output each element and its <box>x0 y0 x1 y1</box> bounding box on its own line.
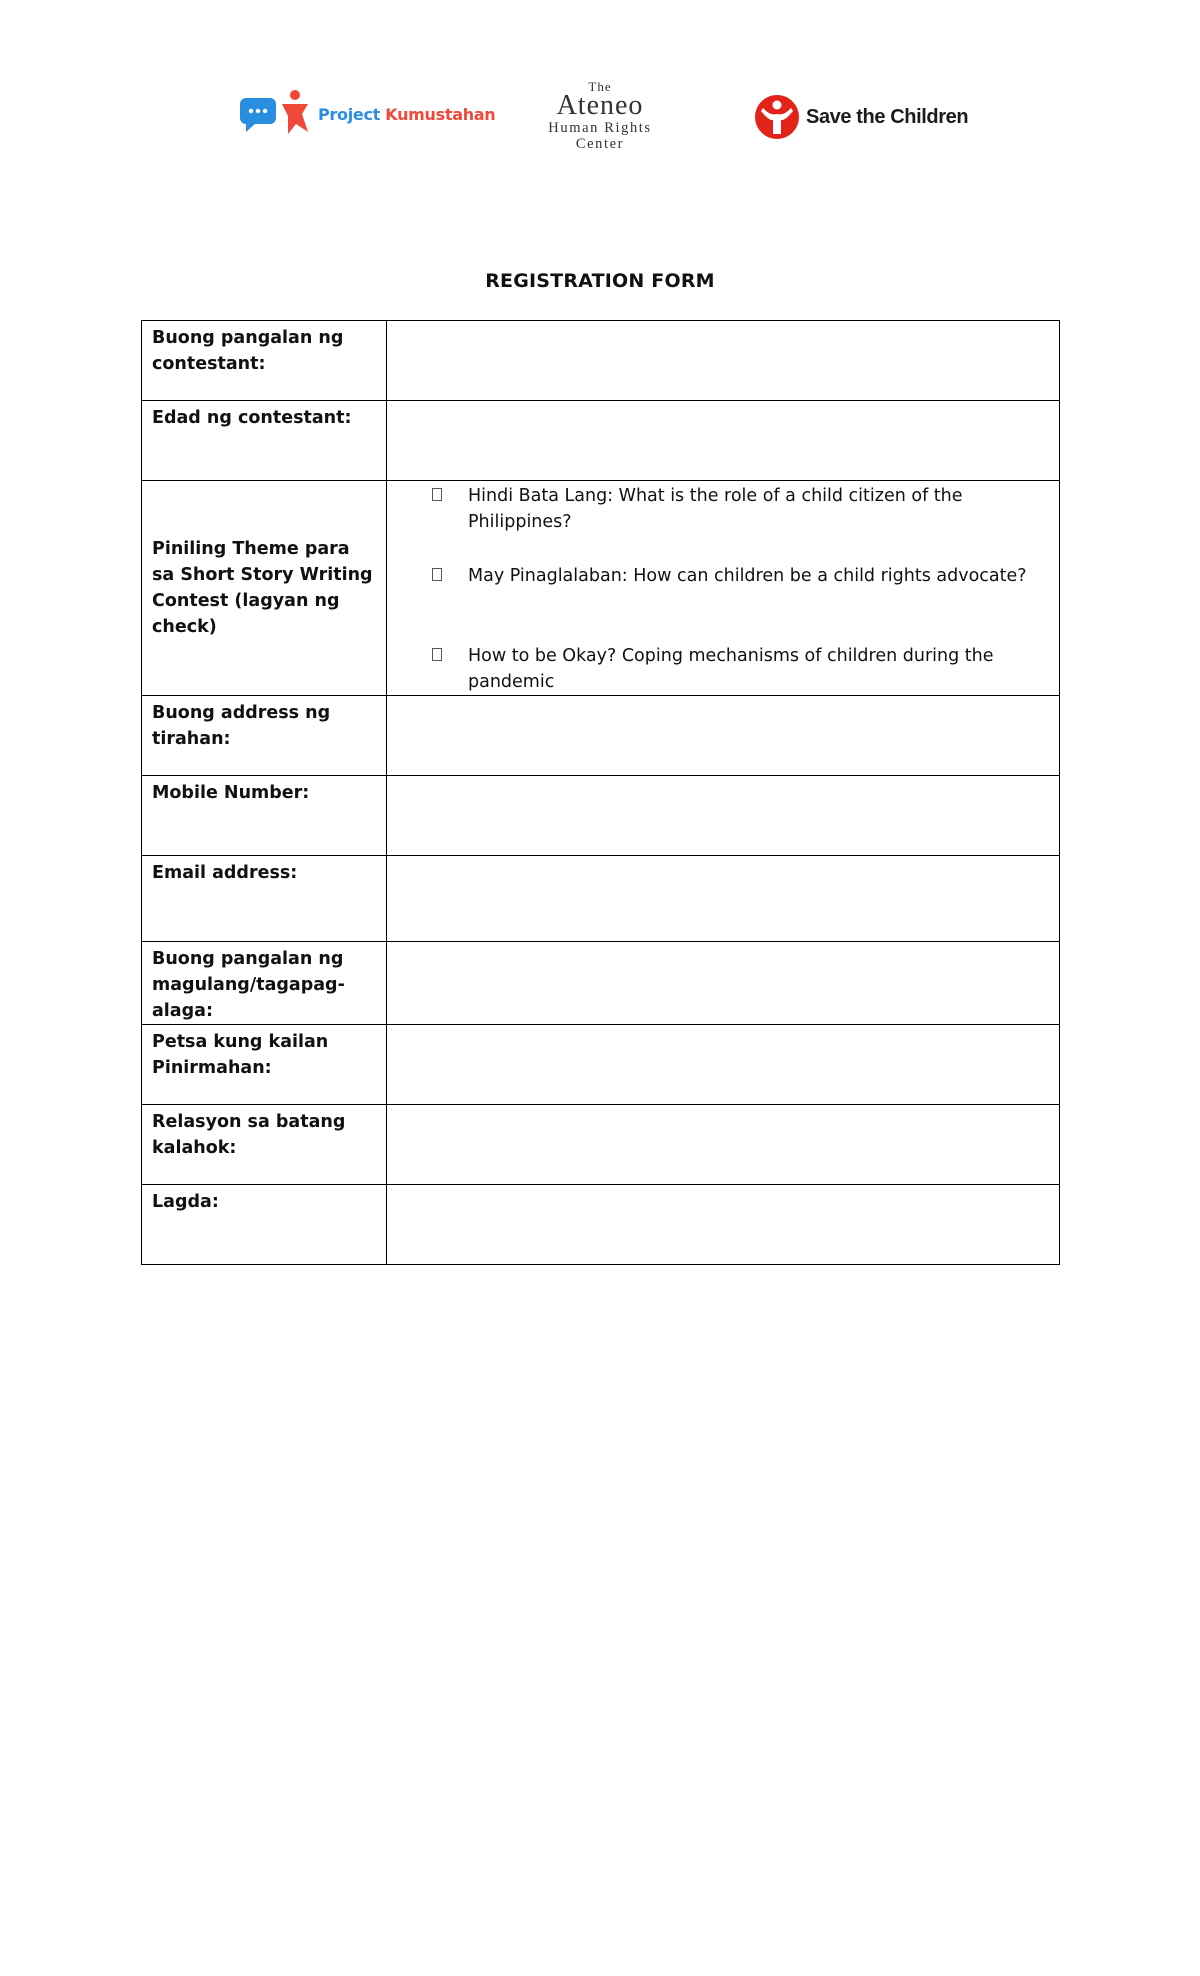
table-row <box>142 776 1060 856</box>
field-label: Edad ng contestant: <box>142 401 387 481</box>
field-label: Mobile Number: <box>142 776 387 856</box>
wordmark-part-b: Kumustahan <box>385 104 496 124</box>
project-kumustahan-logo <box>238 86 495 142</box>
form-title: REGISTRATION FORM <box>485 270 715 292</box>
ateneo-line-the: The <box>588 79 612 94</box>
checkbox-icon[interactable] <box>432 488 442 501</box>
theme-options <box>387 481 1060 696</box>
chat-bubble-icon <box>238 88 310 140</box>
field-label: Email address: <box>142 856 387 942</box>
field-label: Buong address ng tirahan: <box>142 696 387 776</box>
contestant-age-field[interactable] <box>387 401 1060 481</box>
header-logos <box>0 80 1200 160</box>
ateneo-line-sub2: Center <box>575 135 625 152</box>
table-row <box>142 1025 1060 1105</box>
mobile-number-field[interactable] <box>387 776 1060 856</box>
field-label: Piniling Theme para sa Short Story Writing Contest (lagyan ng check) <box>142 481 387 696</box>
table-row <box>142 1105 1060 1185</box>
ateneo-line-main: Ateneo <box>556 90 644 121</box>
ateneo-line-sub: Human Rights <box>548 120 652 136</box>
table-row <box>142 942 1060 1025</box>
save-the-children-emblem-icon <box>754 94 800 140</box>
registration-table <box>141 320 1060 1265</box>
theme-option[interactable] <box>387 563 1059 589</box>
theme-option[interactable] <box>387 643 1059 695</box>
table-row <box>142 401 1060 481</box>
table-row <box>142 481 1060 696</box>
guardian-name-field[interactable] <box>387 942 1060 1025</box>
theme-option[interactable] <box>387 483 1059 535</box>
address-field[interactable] <box>387 696 1060 776</box>
email-field[interactable] <box>387 856 1060 942</box>
project-kumustahan-wordmark <box>318 105 495 124</box>
theme-option-label: Hindi Bata Lang: What is the role of a child citizen of the Philippines? <box>468 486 963 532</box>
contestant-name-field[interactable] <box>387 321 1060 401</box>
wordmark-part-a: Project <box>318 104 380 124</box>
signature-field[interactable] <box>387 1185 1060 1265</box>
checkbox-icon[interactable] <box>432 648 442 661</box>
theme-option-label: How to be Okay? Coping mechanisms of children during the pandemic <box>468 646 994 692</box>
field-label: Lagda: <box>142 1185 387 1265</box>
field-label: Buong pangalan ng contestant: <box>142 321 387 401</box>
date-signed-field[interactable] <box>387 1025 1060 1105</box>
theme-option-label: May Pinaglalaban: How can children be a child rights advocate? <box>468 566 1027 586</box>
table-row <box>142 321 1060 401</box>
checkbox-icon[interactable] <box>432 568 442 581</box>
table-row <box>142 696 1060 776</box>
theme-list <box>387 483 1059 695</box>
table-row <box>142 1185 1060 1265</box>
table-row <box>142 856 1060 942</box>
field-label: Relasyon sa batang kalahok: <box>142 1105 387 1185</box>
field-label: Buong pangalan ng magulang/tagapag-alaga: <box>142 942 387 1025</box>
save-the-children-logo <box>754 92 968 142</box>
ateneo-human-rights-center-logo <box>530 80 670 151</box>
field-label: Petsa kung kailan Pinirmahan: <box>142 1025 387 1105</box>
relationship-field[interactable] <box>387 1105 1060 1185</box>
save-the-children-wordmark: Save the Children <box>806 105 969 128</box>
